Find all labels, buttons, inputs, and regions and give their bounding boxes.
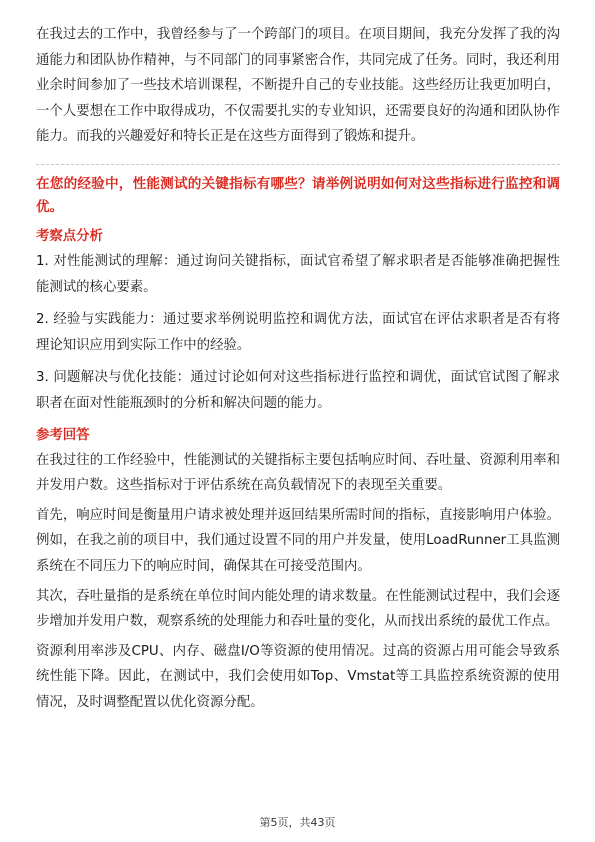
analysis-item: 1. 对性能测试的理解：通过询问关键指标，面试官希望了解求职者是否能够准确把握性能测试的核心要素。 (36, 253, 560, 295)
section-divider (36, 164, 560, 165)
interview-question: 在您的经验中，性能测试的关键指标有哪些？请举例说明如何对这些指标进行监控和调优。 (36, 175, 560, 215)
page-number: 第5页，共43页 (259, 816, 336, 829)
answer-paragraph: 在我过往的工作经验中，性能测试的关键指标主要包括响应时间、吞吐量、资源利用率和并发用户数。这些指标对于评估系统在高负载情况下的表现至关重要。 (36, 452, 560, 494)
answer-paragraph: 资源利用率涉及CPU、内存、磁盘I/O等资源的使用情况。过高的资源占用可能会导致系统性能下降。因此，在测试中，我们会使用如Top、Vmstat等工具监控系统资源的使用情况，及时调整配置以优化资源分配。 (36, 643, 560, 710)
answer-paragraph: 其次，吞吐量指的是系统在单位时间内能处理的请求数量。在性能测试过程中，我们会逐步增加并发用户数，观察系统的处理能力和吞吐量的变化，从而找出系统的最优工作点。 (36, 588, 560, 630)
analysis-item: 2. 经验与实践能力：通过要求举例说明监控和调优方法，面试官在评估求职者是否有将理论知识应用到实际工作中的经验。 (36, 312, 560, 353)
intro-paragraph: 在我过去的工作中，我曾经参与了一个跨部门的项目。在项目期间，我充分发挥了我的沟通能力和团队协作精神，与不同部门的同事紧密合作，共同完成了任务。同时，我还利用业余时间参加了一些技术培训课程，不断提升自己的专业技能。这些经历让我更加明白，一个人要想在工作中取得成功，不仅需要扎实的专业知识，还需要良好的沟通和团队协作能力。而我的兴趣爱好和特长正是在这些方面得到了锻炼和提升。 (36, 27, 560, 145)
document-page (36, 22, 560, 719)
analysis-heading: 考察点分析 (36, 228, 103, 244)
analysis-item: 3. 问题解决与优化技能：通过讨论如何对这些指标进行监控和调优，面试官试图了解求职者在面对性能瓶颈时的分析和解决问题的能力。 (36, 370, 560, 411)
answer-heading: 参考回答 (36, 427, 90, 443)
answer-paragraph: 首先，响应时间是衡量用户请求被处理并返回结果所需时间的指标，直接影响用户体验。例如，在我之前的项目中，我们通过设置不同的用户并发量，使用LoadRunner工具监测系统在不同压力下的响应时间，确保其在可接受范围内。 (36, 507, 560, 574)
